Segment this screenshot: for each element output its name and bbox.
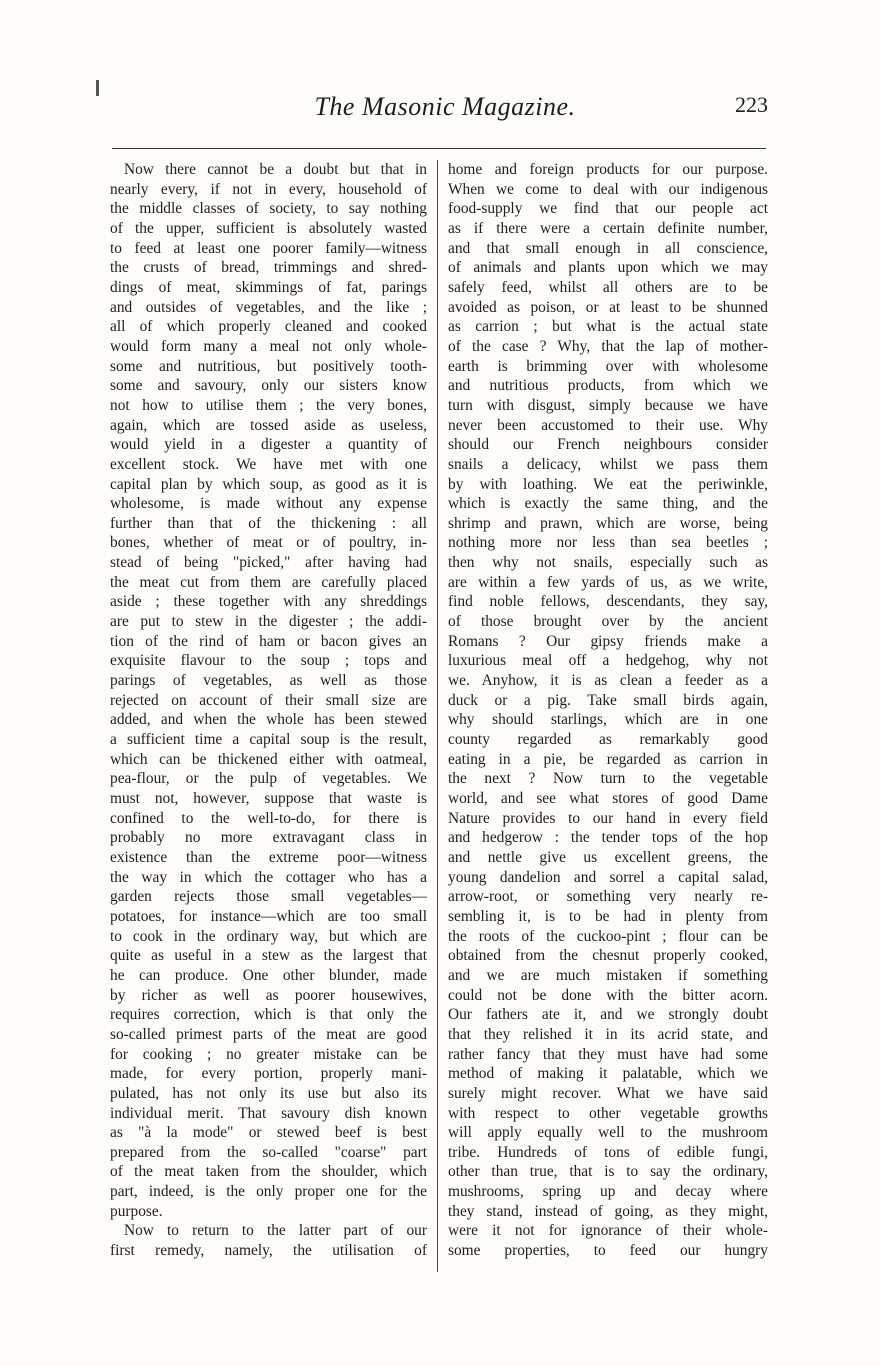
text-line: would yield in a digester a quantity of xyxy=(110,436,427,454)
text-line: luxurious meal off a hedgehog, why not xyxy=(448,652,768,670)
paragraph-2 xyxy=(110,1221,427,1260)
text-line: home and foreign products for our purpose. xyxy=(448,161,768,178)
text-line: by richer as well as poorer housewives, xyxy=(110,986,427,1004)
text-line: pea-flour, or the pulp of vegetables. We xyxy=(110,770,427,788)
text-line: young dandelion and sorrel a capital salad, xyxy=(448,868,768,886)
text-line: were it not for ignorance of their whole- xyxy=(448,1222,768,1240)
text-line: again, which are tossed aside as useless, xyxy=(110,416,427,434)
text-line: and we are much mistaken if something xyxy=(448,966,768,984)
text-line: and hedgerow : the tender tops of the hop xyxy=(448,829,768,847)
text-line: safely feed, whilst all others are to be xyxy=(448,278,768,296)
text-line: mushrooms, spring up and decay where xyxy=(448,1183,768,1201)
text-line: shrimp and prawn, which are worse, being xyxy=(448,514,768,532)
text-line: of the meat taken from the shoulder, which xyxy=(110,1163,427,1181)
text-line: made, for every portion, properly mani- xyxy=(110,1065,427,1083)
text-line: snails a delicacy, whilst we pass them xyxy=(448,455,768,473)
text-line: dings of meat, skimmings of fat, parings xyxy=(110,278,427,296)
text-line: excellent stock. We have met with one xyxy=(110,455,427,473)
text-line: he can produce. One other blunder, made xyxy=(110,966,427,984)
text-line: of the upper, sufficient is absolutely wasted xyxy=(110,219,427,237)
text-line: the meat cut from them are carefully placed xyxy=(110,573,427,591)
header-rule xyxy=(112,148,766,149)
text-line: not how to utilise them ; the very bones, xyxy=(110,396,427,414)
text-line: must not, however, suppose that waste is xyxy=(110,790,427,807)
text-line: find noble fellows, descendants, they say, xyxy=(448,593,768,611)
text-line: the way in which the cottager who has a xyxy=(110,868,427,886)
page-number: 223 xyxy=(735,92,768,117)
text-line: arrow-root, or something very nearly re- xyxy=(448,888,768,906)
text-line: of the case ? Why, that the lap of mother- xyxy=(448,337,768,355)
text-line: they stand, instead of going, as they might, xyxy=(448,1202,768,1220)
text-line: will apply equally well to the mushroom xyxy=(448,1124,768,1142)
text-line: pulated, has not only its use but also its xyxy=(110,1084,427,1102)
text-line: garden rejects those small vegetables— xyxy=(110,888,427,906)
text-line: of those brought over by the ancient xyxy=(448,613,768,631)
text-line: the roots of the cuckoo-pint ; flour can be xyxy=(448,927,768,945)
left-column xyxy=(110,160,427,1261)
text-line: why should starlings, which are in one xyxy=(448,711,768,729)
text-line: eating in a pie, be regarded as carrion in xyxy=(448,750,768,768)
text-line: county regarded as remarkably good xyxy=(448,731,768,749)
paragraph-1 xyxy=(110,160,427,1221)
text-line: and nutritious products, from which we xyxy=(448,377,768,395)
text-line: the middle classes of society, to say nothing xyxy=(110,200,427,218)
text-line: some properties, to feed our hungry xyxy=(448,1242,768,1260)
margin-mark xyxy=(96,80,99,96)
text-line: to feed at least one poorer family—witness xyxy=(110,239,427,257)
text-line: other than true, that is to say the ordinary, xyxy=(448,1163,768,1181)
text-line: Our fathers ate it, and we strongly doubt xyxy=(448,1006,768,1024)
text-line: the crusts of bread, trimmings and shred- xyxy=(110,259,427,277)
text-line: potatoes, for instance—which are too small xyxy=(110,907,427,925)
text-line: aside ; these together with any shreddings xyxy=(110,593,427,611)
text-line: wholesome, is made without any expense xyxy=(110,495,427,513)
text-line: and outsides of vegetables, and the like ; xyxy=(110,298,427,316)
text-line: exquisite flavour to the soup ; tops and xyxy=(110,652,427,670)
text-line: Nature provides to our hand in every field xyxy=(448,809,768,827)
column-divider xyxy=(437,160,438,1272)
text-line: some and savoury, only our sisters know xyxy=(110,377,427,395)
text-line: first remedy, namely, the utilisation of xyxy=(110,1242,427,1260)
text-line: sembling it, is to be had in plenty from xyxy=(448,907,768,925)
text-line: could not be done with the bitter acorn. xyxy=(448,986,768,1004)
text-line: Now to return to the latter part of our xyxy=(124,1222,427,1240)
text-line: tion of the rind of ham or bacon gives an xyxy=(110,632,427,650)
text-line: then why not snails, especially such as xyxy=(448,554,768,572)
text-line: tribe. Hundreds of tons of edible fungi, xyxy=(448,1143,768,1161)
text-line: confined to the well-to-do, for there is xyxy=(110,809,427,827)
text-line: Romans ? Our gipsy friends make a xyxy=(448,632,768,650)
text-line: food-supply we find that our people act xyxy=(448,200,768,218)
text-line: and nettle give us excellent greens, the xyxy=(448,848,768,866)
text-line: When we come to deal with our indigenous xyxy=(448,180,768,198)
text-line: part, indeed, is the only proper one for the xyxy=(110,1183,427,1201)
text-line: stead of being "picked," after having had xyxy=(110,554,427,572)
text-line: would form many a meal not only whole- xyxy=(110,337,427,355)
text-line: so-called primest parts of the meat are good xyxy=(110,1025,427,1043)
text-line: world, and see what stores of good Dame xyxy=(448,790,768,807)
text-line: for cooking ; no greater mistake can be xyxy=(110,1045,427,1063)
text-line: surely might recover. What we have said xyxy=(448,1084,768,1102)
text-line: individual merit. That savoury dish known xyxy=(110,1104,427,1122)
text-line: which is exactly the same thing, and the xyxy=(448,495,768,513)
text-line: further than that of the thickening : all xyxy=(110,514,427,532)
text-line: existence than the extreme poor—witness xyxy=(110,848,427,866)
text-line: are put to stew in the digester ; the addi- xyxy=(110,613,427,631)
text-line: rejected on account of their small size are xyxy=(110,691,427,709)
text-line: earth is brimming over with wholesome xyxy=(448,357,768,375)
text-line: we. Anyhow, it is as clean a feeder as a xyxy=(448,672,768,690)
text-line: probably no more extravagant class in xyxy=(110,829,427,847)
text-line: avoided as poison, or at least to be shunned xyxy=(448,298,768,316)
text-line: nearly every, if not in every, household of xyxy=(110,180,427,198)
text-line: that they relished it in its acrid state, and xyxy=(448,1025,768,1043)
text-line: the next ? Now turn to the vegetable xyxy=(448,770,768,788)
right-column xyxy=(448,160,768,1261)
text-line: turn with disgust, simply because we have xyxy=(448,396,768,414)
text-line: to cook in the ordinary way, but which are xyxy=(110,927,427,945)
text-line: of animals and plants upon which we may xyxy=(448,259,768,277)
text-line: capital plan by which soup, as good as it is xyxy=(110,475,427,493)
text-line: with respect to other vegetable growths xyxy=(448,1104,768,1122)
text-line: method of making it palatable, which we xyxy=(448,1065,768,1083)
text-line: added, and when the whole has been stewed xyxy=(110,711,427,729)
text-line: which can be thickened either with oatmeal, xyxy=(110,750,427,768)
text-line: should our French neighbours consider xyxy=(448,436,768,454)
running-header-title: The Masonic Magazine. xyxy=(314,92,576,121)
text-line: parings of vegetables, as well as those xyxy=(110,672,427,690)
text-line: some and nutritious, but positively tooth- xyxy=(110,357,427,375)
text-line: a sufficient time a capital soup is the result, xyxy=(110,731,427,749)
text-line: as if there were a certain definite number, xyxy=(448,219,768,237)
text-line: are within a few yards of us, as we write, xyxy=(448,573,768,591)
text-line: quite as useful in a stew as the largest that xyxy=(110,947,427,965)
text-line: purpose. xyxy=(110,1202,163,1220)
text-line: obtained from the chesnut properly cooked, xyxy=(448,947,768,965)
text-line: Now there cannot be a doubt but that in xyxy=(124,161,427,178)
text-line: rather fancy that they must have had some xyxy=(448,1045,768,1063)
text-line: duck or a pig. Take small birds again, xyxy=(448,691,768,709)
text-line: as "à la mode" or stewed beef is best xyxy=(110,1124,427,1142)
text-line: by with loathing. We eat the periwinkle, xyxy=(448,475,768,493)
text-line: nothing more nor less than sea beetles ; xyxy=(448,534,768,552)
text-line: prepared from the so-called "coarse" part xyxy=(110,1143,427,1161)
text-line: and that small enough in all conscience, xyxy=(448,239,768,257)
text-line: as carrion ; but what is the actual state xyxy=(448,318,768,336)
text-line: bones, whether of meat or of poultry, in- xyxy=(110,534,427,552)
text-line: requires correction, which is that only the xyxy=(110,1006,427,1024)
text-line: all of which properly cleaned and cooked xyxy=(110,318,427,336)
paragraph-continued xyxy=(448,160,768,1261)
text-line: never been accustomed to their use. Why xyxy=(448,416,768,434)
